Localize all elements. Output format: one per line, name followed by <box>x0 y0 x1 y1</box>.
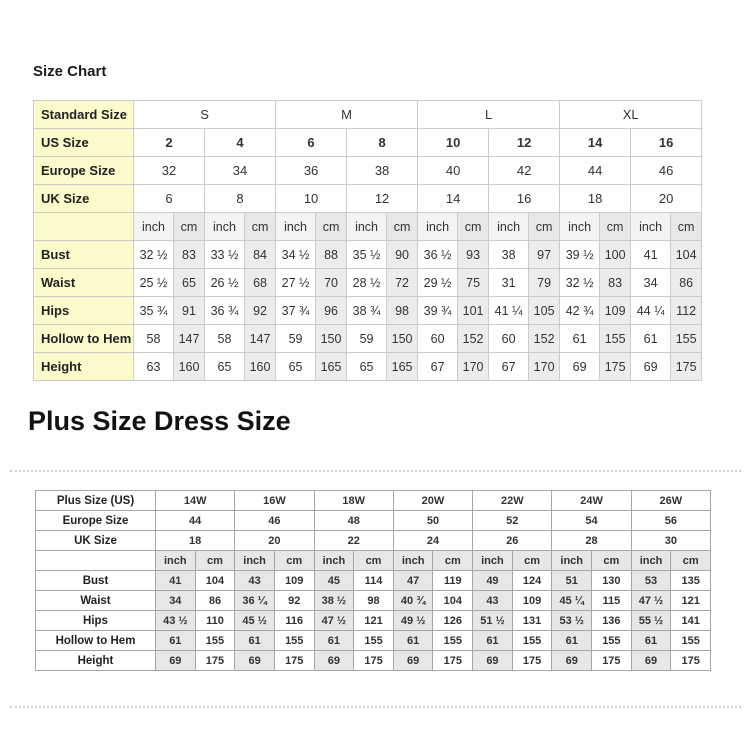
measurement-cell: 27 ½ <box>276 269 316 297</box>
measurement-cell: 45 ¼ <box>552 591 592 611</box>
unit-cell: cm <box>458 213 489 241</box>
measurement-cell: 26 ½ <box>205 269 245 297</box>
measurement-row <box>36 571 711 591</box>
measurement-cell: 67 <box>418 353 458 381</box>
measurement-cell: 59 <box>276 325 316 353</box>
measurement-cell: 36 ¼ <box>235 591 275 611</box>
size-cell: 38 <box>347 157 418 185</box>
plus-size-table <box>35 490 711 671</box>
unit-cell: inch <box>418 213 458 241</box>
measurement-cell: 119 <box>433 571 473 591</box>
size-cell: 10 <box>418 129 489 157</box>
unit-cell: inch <box>156 551 196 571</box>
row-label: Bust <box>34 241 134 269</box>
measurement-cell: 49 <box>473 571 513 591</box>
measurement-cell: 92 <box>274 591 314 611</box>
row-label: Hollow to Hem <box>34 325 134 353</box>
header-row <box>36 511 711 531</box>
measurement-cell: 121 <box>671 591 711 611</box>
size-cell: 44 <box>560 157 631 185</box>
measurement-cell: 86 <box>671 269 702 297</box>
measurement-cell: 51 ½ <box>473 611 513 631</box>
row-label: Standard Size <box>34 101 134 129</box>
unit-cell: cm <box>600 213 631 241</box>
unit-cell: inch <box>276 213 316 241</box>
unit-cell: cm <box>316 213 347 241</box>
measurement-cell: 136 <box>592 611 632 631</box>
measurement-cell: 160 <box>245 353 276 381</box>
measurement-cell: 69 <box>393 651 433 671</box>
measurement-cell: 97 <box>529 241 560 269</box>
measurement-cell: 175 <box>600 353 631 381</box>
measurement-cell: 69 <box>631 353 671 381</box>
size-cell: 54 <box>552 511 631 531</box>
unit-cell: inch <box>631 551 671 571</box>
measurement-cell: 51 <box>552 571 592 591</box>
unit-cell: cm <box>512 551 552 571</box>
measurement-cell: 38 <box>489 241 529 269</box>
unit-cell: cm <box>174 213 205 241</box>
measurement-cell: 61 <box>631 325 671 353</box>
row-label: Bust <box>36 571 156 591</box>
size-cell: 18 <box>560 185 631 213</box>
measurement-cell: 152 <box>458 325 489 353</box>
measurement-cell: 155 <box>600 325 631 353</box>
measurement-cell: 69 <box>560 353 600 381</box>
measurement-cell: 135 <box>671 571 711 591</box>
size-chart-title: Size Chart <box>33 63 107 80</box>
measurement-row <box>34 241 702 269</box>
measurement-cell: 170 <box>529 353 560 381</box>
measurement-cell: 47 ½ <box>314 611 354 631</box>
measurement-cell: 114 <box>354 571 394 591</box>
measurement-cell: 38 ½ <box>314 591 354 611</box>
unit-cell: cm <box>433 551 473 571</box>
size-cell: 46 <box>631 157 702 185</box>
measurement-row <box>34 297 702 325</box>
measurement-cell: 88 <box>316 241 347 269</box>
unit-cell: cm <box>529 213 560 241</box>
measurement-cell: 37 ¾ <box>276 297 316 325</box>
measurement-cell: 25 ½ <box>134 269 174 297</box>
plus-size-title: Plus Size Dress Size <box>28 406 291 436</box>
size-cell: 32 <box>134 157 205 185</box>
measurement-cell: 39 ¾ <box>418 297 458 325</box>
measurement-cell: 33 ½ <box>205 241 245 269</box>
size-cell: L <box>418 101 560 129</box>
measurement-cell: 93 <box>458 241 489 269</box>
measurement-cell: 150 <box>316 325 347 353</box>
measurement-cell: 70 <box>316 269 347 297</box>
measurement-cell: 175 <box>512 651 552 671</box>
size-cell: 34 <box>205 157 276 185</box>
measurement-cell: 104 <box>195 571 235 591</box>
measurement-cell: 43 <box>235 571 275 591</box>
measurement-cell: 175 <box>671 353 702 381</box>
measurement-cell: 45 ½ <box>235 611 275 631</box>
measurement-cell: 84 <box>245 241 276 269</box>
measurement-cell: 35 ½ <box>347 241 387 269</box>
size-cell: 8 <box>347 129 418 157</box>
size-cell: 16W <box>235 491 314 511</box>
row-label: Europe Size <box>34 157 134 185</box>
row-label: Height <box>34 353 134 381</box>
measurement-cell: 75 <box>458 269 489 297</box>
unit-cell: inch <box>552 551 592 571</box>
measurement-cell: 170 <box>458 353 489 381</box>
header-row <box>34 157 702 185</box>
size-cell: 22W <box>473 491 552 511</box>
measurement-cell: 43 ½ <box>156 611 196 631</box>
measurement-cell: 101 <box>458 297 489 325</box>
measurement-cell: 155 <box>354 631 394 651</box>
measurement-cell: 60 <box>489 325 529 353</box>
measurement-cell: 65 <box>174 269 205 297</box>
measurement-cell: 53 <box>631 571 671 591</box>
measurement-cell: 109 <box>512 591 552 611</box>
measurement-cell: 35 ¾ <box>134 297 174 325</box>
unit-row <box>36 551 711 571</box>
measurement-cell: 58 <box>205 325 245 353</box>
measurement-row <box>36 631 711 651</box>
row-label: UK Size <box>34 185 134 213</box>
size-cell: 6 <box>134 185 205 213</box>
measurement-cell: 41 <box>631 241 671 269</box>
measurement-cell: 175 <box>592 651 632 671</box>
measurement-cell: 47 ½ <box>631 591 671 611</box>
measurement-cell: 59 <box>347 325 387 353</box>
measurement-cell: 124 <box>512 571 552 591</box>
measurement-cell: 104 <box>433 591 473 611</box>
measurement-cell: 155 <box>433 631 473 651</box>
measurement-cell: 100 <box>600 241 631 269</box>
measurement-cell: 121 <box>354 611 394 631</box>
row-label: Waist <box>36 591 156 611</box>
size-cell: 24 <box>393 531 472 551</box>
measurement-cell: 32 ½ <box>134 241 174 269</box>
size-cell: 30 <box>631 531 710 551</box>
measurement-row <box>36 591 711 611</box>
measurement-cell: 69 <box>235 651 275 671</box>
measurement-cell: 165 <box>316 353 347 381</box>
measurement-cell: 69 <box>631 651 671 671</box>
measurement-cell: 165 <box>387 353 418 381</box>
measurement-cell: 147 <box>174 325 205 353</box>
measurement-cell: 155 <box>592 631 632 651</box>
unit-row <box>34 213 702 241</box>
unit-cell: cm <box>245 213 276 241</box>
row-label: Hips <box>36 611 156 631</box>
measurement-cell: 72 <box>387 269 418 297</box>
unit-cell: inch <box>489 213 529 241</box>
size-cell: 14W <box>156 491 235 511</box>
size-cell: 46 <box>235 511 314 531</box>
measurement-cell: 42 ¾ <box>560 297 600 325</box>
unit-cell: inch <box>631 213 671 241</box>
size-cell: 22 <box>314 531 393 551</box>
size-cell: 20 <box>631 185 702 213</box>
measurement-cell: 104 <box>671 241 702 269</box>
measurement-cell: 69 <box>552 651 592 671</box>
size-cell: 44 <box>156 511 235 531</box>
measurement-cell: 40 ¾ <box>393 591 433 611</box>
measurement-cell: 105 <box>529 297 560 325</box>
unit-cell: cm <box>592 551 632 571</box>
header-row <box>36 491 711 511</box>
size-cell: 50 <box>393 511 472 531</box>
measurement-cell: 86 <box>195 591 235 611</box>
measurement-cell: 155 <box>195 631 235 651</box>
measurement-cell: 155 <box>671 325 702 353</box>
size-cell: 26 <box>473 531 552 551</box>
measurement-cell: 34 <box>156 591 196 611</box>
measurement-cell: 175 <box>671 651 711 671</box>
measurement-cell: 83 <box>174 241 205 269</box>
measurement-cell: 160 <box>174 353 205 381</box>
size-cell: M <box>276 101 418 129</box>
size-cell: 26W <box>631 491 710 511</box>
measurement-cell: 61 <box>473 631 513 651</box>
measurement-cell: 175 <box>354 651 394 671</box>
header-row <box>34 185 702 213</box>
measurement-cell: 65 <box>276 353 316 381</box>
measurement-cell: 32 ½ <box>560 269 600 297</box>
unit-cell: cm <box>671 551 711 571</box>
header-row <box>34 129 702 157</box>
size-cell: 14 <box>560 129 631 157</box>
measurement-cell: 91 <box>174 297 205 325</box>
measurement-cell: 58 <box>134 325 174 353</box>
measurement-cell: 63 <box>134 353 174 381</box>
measurement-cell: 43 <box>473 591 513 611</box>
size-cell: 24W <box>552 491 631 511</box>
measurement-cell: 29 ½ <box>418 269 458 297</box>
size-cell: 16 <box>631 129 702 157</box>
measurement-cell: 55 ½ <box>631 611 671 631</box>
size-cell: 40 <box>418 157 489 185</box>
size-cell: 48 <box>314 511 393 531</box>
measurement-cell: 92 <box>245 297 276 325</box>
measurement-cell: 90 <box>387 241 418 269</box>
measurement-cell: 61 <box>156 631 196 651</box>
size-cell: 14 <box>418 185 489 213</box>
row-label: Europe Size <box>36 511 156 531</box>
measurement-cell: 152 <box>529 325 560 353</box>
unit-cell: inch <box>314 551 354 571</box>
measurement-cell: 61 <box>314 631 354 651</box>
measurement-cell: 28 ½ <box>347 269 387 297</box>
section-divider-bottom <box>10 706 741 708</box>
measurement-cell: 69 <box>156 651 196 671</box>
measurement-cell: 61 <box>393 631 433 651</box>
size-cell: XL <box>560 101 702 129</box>
measurement-cell: 34 <box>631 269 671 297</box>
measurement-cell: 109 <box>274 571 314 591</box>
measurement-cell: 61 <box>235 631 275 651</box>
unit-cell: cm <box>195 551 235 571</box>
measurement-cell: 34 ½ <box>276 241 316 269</box>
row-label: Hollow to Hem <box>36 631 156 651</box>
measurement-cell: 36 ½ <box>418 241 458 269</box>
measurement-cell: 131 <box>512 611 552 631</box>
measurement-cell: 61 <box>560 325 600 353</box>
measurement-cell: 147 <box>245 325 276 353</box>
measurement-cell: 115 <box>592 591 632 611</box>
unit-cell: inch <box>347 213 387 241</box>
unit-cell: inch <box>393 551 433 571</box>
size-cell: 56 <box>631 511 710 531</box>
size-cell: 18 <box>156 531 235 551</box>
measurement-cell: 60 <box>418 325 458 353</box>
size-cell: 12 <box>347 185 418 213</box>
measurement-row <box>34 353 702 381</box>
measurement-cell: 44 ¼ <box>631 297 671 325</box>
measurement-cell: 65 <box>205 353 245 381</box>
size-cell: S <box>134 101 276 129</box>
measurement-cell: 79 <box>529 269 560 297</box>
row-label: Hips <box>34 297 134 325</box>
row-label: Plus Size (US) <box>36 491 156 511</box>
section-divider-top <box>10 470 741 472</box>
measurement-cell: 39 ½ <box>560 241 600 269</box>
unit-cell: cm <box>387 213 418 241</box>
row-label: Height <box>36 651 156 671</box>
measurement-cell: 150 <box>387 325 418 353</box>
size-cell: 8 <box>205 185 276 213</box>
measurement-cell: 96 <box>316 297 347 325</box>
row-label <box>34 213 134 241</box>
header-row <box>36 531 711 551</box>
measurement-cell: 175 <box>433 651 473 671</box>
unit-cell: cm <box>274 551 314 571</box>
size-cell: 6 <box>276 129 347 157</box>
measurement-cell: 41 <box>156 571 196 591</box>
measurement-cell: 47 <box>393 571 433 591</box>
size-cell: 20W <box>393 491 472 511</box>
standard-size-table <box>33 100 702 381</box>
row-label: Waist <box>34 269 134 297</box>
measurement-cell: 67 <box>489 353 529 381</box>
measurement-cell: 53 ½ <box>552 611 592 631</box>
measurement-cell: 155 <box>671 631 711 651</box>
measurement-row <box>36 651 711 671</box>
measurement-cell: 61 <box>631 631 671 651</box>
measurement-cell: 130 <box>592 571 632 591</box>
measurement-cell: 109 <box>600 297 631 325</box>
measurement-cell: 65 <box>347 353 387 381</box>
unit-cell: inch <box>235 551 275 571</box>
unit-cell: cm <box>671 213 702 241</box>
measurement-row <box>34 325 702 353</box>
measurement-cell: 155 <box>512 631 552 651</box>
measurement-cell: 155 <box>274 631 314 651</box>
size-cell: 18W <box>314 491 393 511</box>
measurement-cell: 69 <box>473 651 513 671</box>
measurement-row <box>34 269 702 297</box>
size-cell: 10 <box>276 185 347 213</box>
measurement-cell: 98 <box>387 297 418 325</box>
unit-cell: inch <box>205 213 245 241</box>
measurement-cell: 41 ¼ <box>489 297 529 325</box>
measurement-cell: 98 <box>354 591 394 611</box>
measurement-cell: 36 ¾ <box>205 297 245 325</box>
size-cell: 4 <box>205 129 276 157</box>
measurement-cell: 110 <box>195 611 235 631</box>
size-cell: 42 <box>489 157 560 185</box>
size-cell: 36 <box>276 157 347 185</box>
measurement-cell: 38 ¾ <box>347 297 387 325</box>
size-cell: 2 <box>134 129 205 157</box>
size-cell: 20 <box>235 531 314 551</box>
measurement-cell: 175 <box>195 651 235 671</box>
size-cell: 52 <box>473 511 552 531</box>
unit-cell: inch <box>560 213 600 241</box>
row-label: UK Size <box>36 531 156 551</box>
measurement-cell: 126 <box>433 611 473 631</box>
header-row <box>34 101 702 129</box>
measurement-cell: 61 <box>552 631 592 651</box>
measurement-cell: 141 <box>671 611 711 631</box>
size-cell: 28 <box>552 531 631 551</box>
measurement-cell: 83 <box>600 269 631 297</box>
measurement-cell: 175 <box>274 651 314 671</box>
row-label: US Size <box>34 129 134 157</box>
measurement-cell: 31 <box>489 269 529 297</box>
unit-cell: inch <box>473 551 513 571</box>
unit-cell: cm <box>354 551 394 571</box>
measurement-row <box>36 611 711 631</box>
row-label <box>36 551 156 571</box>
measurement-cell: 45 <box>314 571 354 591</box>
measurement-cell: 116 <box>274 611 314 631</box>
unit-cell: inch <box>134 213 174 241</box>
measurement-cell: 69 <box>314 651 354 671</box>
size-cell: 16 <box>489 185 560 213</box>
size-cell: 12 <box>489 129 560 157</box>
measurement-cell: 49 ½ <box>393 611 433 631</box>
measurement-cell: 112 <box>671 297 702 325</box>
measurement-cell: 68 <box>245 269 276 297</box>
